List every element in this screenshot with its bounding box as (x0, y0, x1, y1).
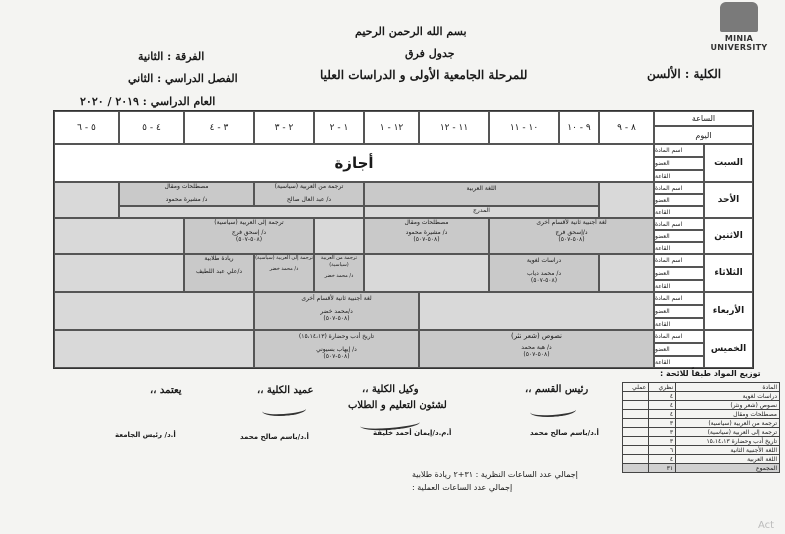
slot-8-9: ٨ - ٩ (599, 111, 654, 144)
thursday-history (254, 330, 419, 368)
row-subject: اسم المادة (654, 218, 704, 230)
header-theory: نظري (649, 383, 676, 392)
distribution-header-row (623, 383, 780, 392)
distribution-row (623, 428, 780, 437)
practical-hours-cell (623, 464, 649, 473)
day-wednesday: الأربعاء (704, 292, 753, 330)
practical-hours-cell (623, 410, 649, 419)
slot-12-1: ١٢ - ١ (364, 111, 419, 144)
university-name: MINIA UNIVERSITY (710, 34, 768, 52)
subject-cell: ترجمة إلى العربية (سياسية) (676, 428, 780, 437)
empty-slot (54, 330, 254, 368)
theory-hours-cell: ٤ (649, 410, 676, 419)
sunday-arabic-room: المدرج (364, 206, 599, 218)
row-member: العضو (654, 194, 704, 206)
tuesday-trans-from-ar (314, 254, 364, 292)
empty-slot (54, 182, 119, 218)
professor-name: د/إسحق فرج (555, 229, 588, 236)
semester-label: الفصل الدراسي : الثاني (128, 72, 238, 85)
empty-slot (54, 292, 254, 330)
slot-1-2: ١ - ٢ (314, 111, 364, 144)
day-saturday: السبت (704, 144, 753, 182)
professor-name: د/ عبد العال صالح (286, 196, 332, 203)
theory-hours-cell: ٤ (649, 401, 676, 410)
schedule-subtitle: للمرحلة الجامعية الأولى و الدراسات العليا (320, 68, 528, 82)
room-name: (٥٠٨-٥٠٧) (558, 236, 585, 243)
practical-hours-total: إجمالي عدد الساعات العملية : (412, 483, 513, 492)
subject-cell: المجموع (676, 464, 780, 473)
distribution-table (622, 382, 780, 473)
distribution-row (623, 455, 780, 464)
subject-name: تاريخ أدب وحضارة (١٥،١٤،١٣) (298, 333, 375, 340)
theory-hours-cell: ٣ (649, 437, 676, 446)
vice-dean-subtitle: لشئون التعليم و الطلاب (348, 400, 447, 411)
professor-name: د/ إيهاب بسيوني (316, 346, 357, 353)
practical-hours-cell (623, 419, 649, 428)
room-name: (٥٠٨-٥٠٧) (523, 351, 550, 358)
subject-name: نصوص (شعر نثر) (510, 332, 563, 340)
row-member: العضو (654, 305, 704, 318)
university-emblem-icon (720, 2, 758, 32)
slot-3-4: ٣ - ٤ (184, 111, 254, 144)
subject-cell: اللغة الأجنبية الثانية (676, 446, 780, 455)
monday-trans-to-ar (184, 218, 314, 254)
theory-hours-cell: ٤ (649, 455, 676, 464)
hour-label-cell (654, 111, 753, 126)
practical-hours-cell (623, 392, 649, 401)
row-member: العضو (654, 343, 704, 356)
room-name: (٥٠٨-٥٠٧) (413, 236, 440, 243)
practical-hours-cell (623, 401, 649, 410)
empty-slot (314, 218, 364, 254)
day-sunday: الأحد (704, 182, 753, 218)
university-logo (700, 2, 778, 54)
empty-slot (54, 218, 184, 254)
head-signature-scribble (529, 403, 576, 420)
empty-slot (419, 292, 654, 330)
subject-name: مصطلحات ومقال (164, 183, 209, 190)
day-thursday: الخميس (704, 330, 753, 368)
subject-name: دراسات لغوية (526, 257, 562, 264)
professor-name: د/ محمد خضر (324, 273, 354, 279)
theory-hours-total: إجمالي عدد الساعات النظرية : ٣١+٢ ريادة طلابية (412, 470, 578, 479)
distribution-row (623, 464, 780, 473)
wednesday-second-lang (254, 292, 419, 330)
day-monday: الاثنين (704, 218, 753, 254)
subject-name: ترجمة من العربية (سياسية) (320, 255, 358, 268)
row-subject: اسم المادة (654, 254, 704, 267)
row-room: القاعة (654, 356, 704, 368)
professor-name: د/ مشيرة محمود (405, 229, 448, 236)
saturday-holiday: أجازة (54, 144, 654, 182)
row-subject: اسم المادة (654, 292, 704, 305)
slot-11-12: ١١ - ١٢ (419, 111, 489, 144)
theory-hours-cell: ٤ (649, 392, 676, 401)
slot-4-5: ٤ - ٥ (119, 111, 184, 144)
row-room: القاعة (654, 280, 704, 292)
row-room: القاعة (654, 206, 704, 218)
theory-hours-cell: ٦ (649, 446, 676, 455)
empty-slot (364, 254, 489, 292)
theory-hours-cell: ٣ (649, 419, 676, 428)
subject-cell: نصوص (شعر ونثر) (676, 401, 780, 410)
head-signature: أ.د/باسم صالح محمد (530, 429, 599, 437)
schedule-grid (53, 110, 754, 369)
subject-name: لغة أجنبية ثانية لأقسام أخرى (536, 219, 607, 226)
professor-name: د/ محمد دياب (526, 270, 562, 277)
monday-terms (364, 218, 489, 254)
dean-signature: أ.د/باسم صالح محمد (240, 433, 309, 441)
row-subject: اسم المادة (654, 330, 704, 343)
professor-name: د/محمد خضر (320, 308, 353, 315)
professor-name: د/ مشيرة محمود (165, 196, 208, 203)
dean-title: عميد الكلية ،، (257, 385, 314, 396)
tuesday-activity (184, 254, 254, 292)
room-name: (٥٠٨-٥٠٧) (235, 236, 263, 243)
vice-dean-signature: أ.م.د/إيمان أحمد خليفة (373, 429, 452, 437)
professor-name: د/ محمد خضر (269, 266, 299, 272)
approve-title: يعتمد ،، (150, 385, 182, 396)
header-subject: المادة (676, 383, 780, 392)
empty-slot (599, 254, 654, 292)
distribution-row (623, 410, 780, 419)
row-member: العضو (654, 157, 704, 170)
slot-9-10: ٩ - ١٠ (559, 111, 599, 144)
vice-dean-title: وكيل الكلية ،، (362, 384, 419, 395)
watermark-text: Act (758, 520, 775, 531)
room-name: (٥٠٨-٥٠٧) (530, 277, 558, 284)
subject-cell: مصطلحات ومقال (676, 410, 780, 419)
distribution-title: توزيع المواد طبقاً للائحة : (660, 369, 761, 378)
subject-cell: اللغة العربية (676, 455, 780, 464)
row-member: العضو (654, 230, 704, 242)
sunday-arabic-lang (364, 182, 599, 206)
row-room: القاعة (654, 318, 704, 330)
practical-hours-cell (623, 446, 649, 455)
monday-second-lang (489, 218, 654, 254)
subject-cell: تاريخ أدب وحضارة ١٥،١٤،١٣ (676, 437, 780, 446)
subject-cell: ترجمة من العربية (سياسية) (676, 419, 780, 428)
distribution-row (623, 419, 780, 428)
theory-hours-cell: ٣١ (649, 464, 676, 473)
day-label-cell (654, 126, 753, 144)
professor-name: د/علي عبد اللطيف (195, 268, 243, 275)
dean-signature-scribble (261, 402, 306, 419)
day-tuesday: الثلاثاء (704, 254, 753, 292)
empty-slot (119, 206, 364, 218)
thursday-texts (419, 330, 654, 368)
subject-cell: دراسات لغوية (676, 392, 780, 401)
row-subject: اسم المادة (654, 182, 704, 194)
subject-name: ترجمة من العربية (سياسية) (274, 183, 344, 190)
sunday-terms (119, 182, 254, 206)
distribution-row (623, 437, 780, 446)
empty-slot (599, 182, 654, 218)
sunday-trans-pol (254, 182, 364, 206)
subject-name: لغة أجنبية ثانية لأقسام أخرى (301, 295, 372, 302)
day-label: اليوم (695, 130, 712, 140)
subject-name: مصطلحات ومقال (404, 219, 449, 226)
hour-label: الساعة (691, 114, 716, 123)
faculty-label: الكلية : الألسن (647, 67, 722, 81)
president-signature: أ.د/ رئيس الجامعة (115, 431, 176, 439)
slot-10-11: ١٠ - ١١ (489, 111, 559, 144)
subject-name: ريادة طلابية (204, 255, 234, 262)
room-name: (٥٠٨-٥٠٧) (323, 353, 350, 360)
distribution-row (623, 392, 780, 401)
practical-hours-cell (623, 428, 649, 437)
head-title: رئيس القسم ،، (525, 384, 589, 395)
subject-name: ترجمة إلى العربية (سياسية) (214, 219, 284, 226)
distribution-row (623, 446, 780, 455)
group-label: الفرقة : الثانية (138, 50, 205, 63)
row-room: القاعة (654, 170, 704, 182)
professor-name: د/ إسحق فرج (231, 229, 267, 236)
slot-2-3: ٢ - ٣ (254, 111, 314, 144)
slot-5-6: ٥ - ٦ (54, 111, 119, 144)
subject-name: اللغة العربية (466, 185, 497, 192)
distribution-row (623, 401, 780, 410)
practical-hours-cell (623, 455, 649, 464)
professor-name: د/ هبة محمد (521, 344, 552, 351)
row-room: القاعة (654, 242, 704, 254)
schedule-title: جدول فرق (405, 47, 455, 60)
row-subject: اسم المادة (654, 144, 704, 157)
room-name: (٥٠٨-٥٠٧) (323, 315, 350, 322)
subject-name: ترجمة إلى العربية (سياسية) (255, 255, 313, 261)
practical-hours-cell (623, 437, 649, 446)
year-label: العام الدراسي : ٢٠١٩ / ٢٠٢٠ (80, 95, 216, 108)
row-member: العضو (654, 267, 704, 280)
header-practical: عملي (623, 383, 649, 392)
tuesday-ling (489, 254, 599, 292)
basmala: بسم الله الرحمن الرحيم (355, 25, 467, 38)
theory-hours-cell: ٣ (649, 428, 676, 437)
empty-slot (54, 254, 184, 292)
tuesday-trans-to-ar (254, 254, 314, 292)
